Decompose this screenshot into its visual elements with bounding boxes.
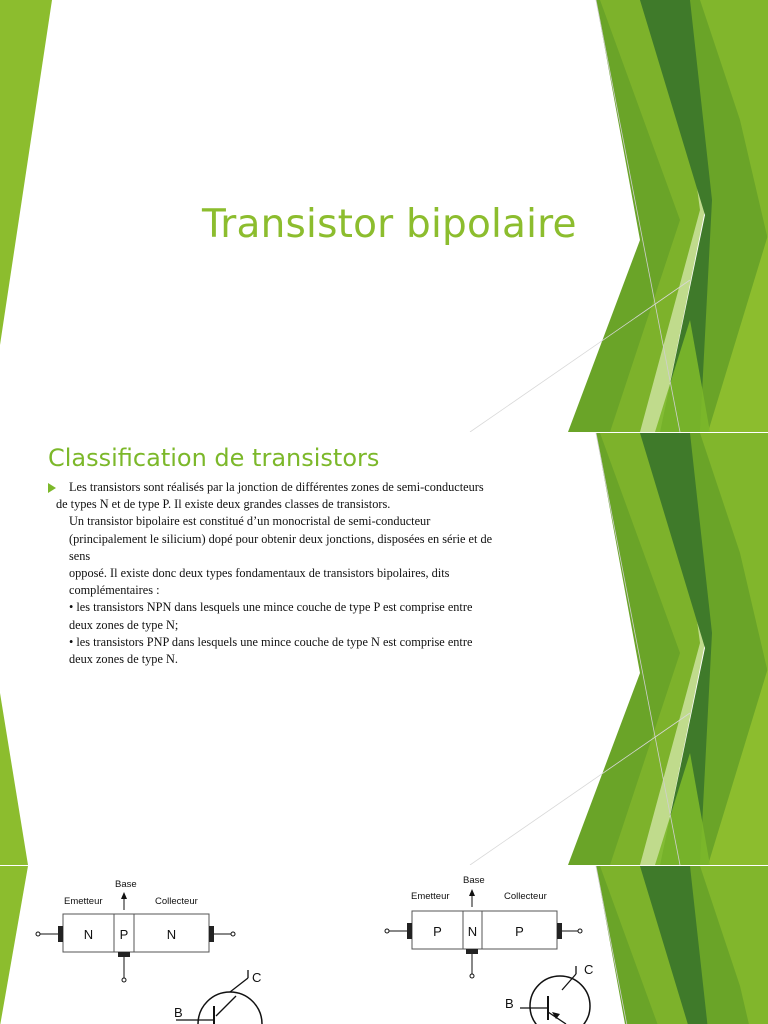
- left-green-shape: [0, 0, 52, 345]
- pnp-emitter-label: Emetteur: [411, 891, 450, 902]
- npn-structure-drawing: [0, 866, 300, 1024]
- bullet-arrow-icon: [48, 483, 56, 493]
- body-line: deux zones de type N;: [69, 617, 179, 632]
- body-line: Les transistors sont réalisés par la jonction de différentes zones de semi-conducteurs: [69, 480, 484, 494]
- body-line: (principalement le silicium) dopé pour obtenir deux jonctions, disposées en série et de: [69, 531, 493, 546]
- npn-emitter-label: Emetteur: [64, 896, 103, 907]
- body-line: sens: [69, 548, 91, 563]
- npn-symbol-b-label: B: [174, 1005, 183, 1020]
- slide-title: Transistor bipolaire: [202, 202, 577, 247]
- pnp-symbol-c-label: C: [584, 962, 594, 977]
- pnp-collector-label: Collecteur: [504, 891, 547, 902]
- title-slide: [0, 0, 768, 432]
- npn-base-label: Base: [115, 879, 137, 890]
- pnp-base-label: Base: [463, 875, 485, 886]
- body-line: • les transistors PNP dans lesquels une mince couche de type N est comprise entre: [69, 634, 473, 649]
- pnp-zone-1: P: [433, 924, 442, 939]
- pnp-zone-3: P: [515, 924, 524, 939]
- content-slide: [0, 433, 768, 865]
- npn-zone-3: N: [166, 927, 177, 942]
- npn-symbol-c-label: C: [252, 970, 262, 985]
- pnp-symbol-b-label: B: [505, 996, 514, 1011]
- pnp-structure-drawing: [370, 866, 600, 1024]
- npn-collector-label: Collecteur: [155, 896, 198, 907]
- npn-zone-2: P: [119, 927, 129, 942]
- body-line: de types N et de type P. Il existe deux grandes classes de transistors.: [56, 497, 391, 512]
- body-line: deux zones de type N.: [69, 652, 178, 667]
- body-line: complémentaires :: [69, 583, 160, 598]
- body-line: opposé. Il existe donc deux types fondamentaux de transistors bipolaires, dits: [69, 566, 450, 581]
- body-line: • les transistors NPN dans lesquels une mince couche de type P est comprise entre: [69, 600, 473, 615]
- pnp-zone-2: N: [467, 924, 478, 939]
- section-title: Classification de transistors: [48, 444, 380, 472]
- left-green-shape: [0, 693, 28, 865]
- npn-zone-1: N: [83, 927, 94, 942]
- body-line: Un transistor bipolaire est constitué d’un monocristal de semi-conducteur: [69, 514, 431, 529]
- body-paragraph: [56, 479, 576, 668]
- diagram-slide: [0, 866, 768, 1024]
